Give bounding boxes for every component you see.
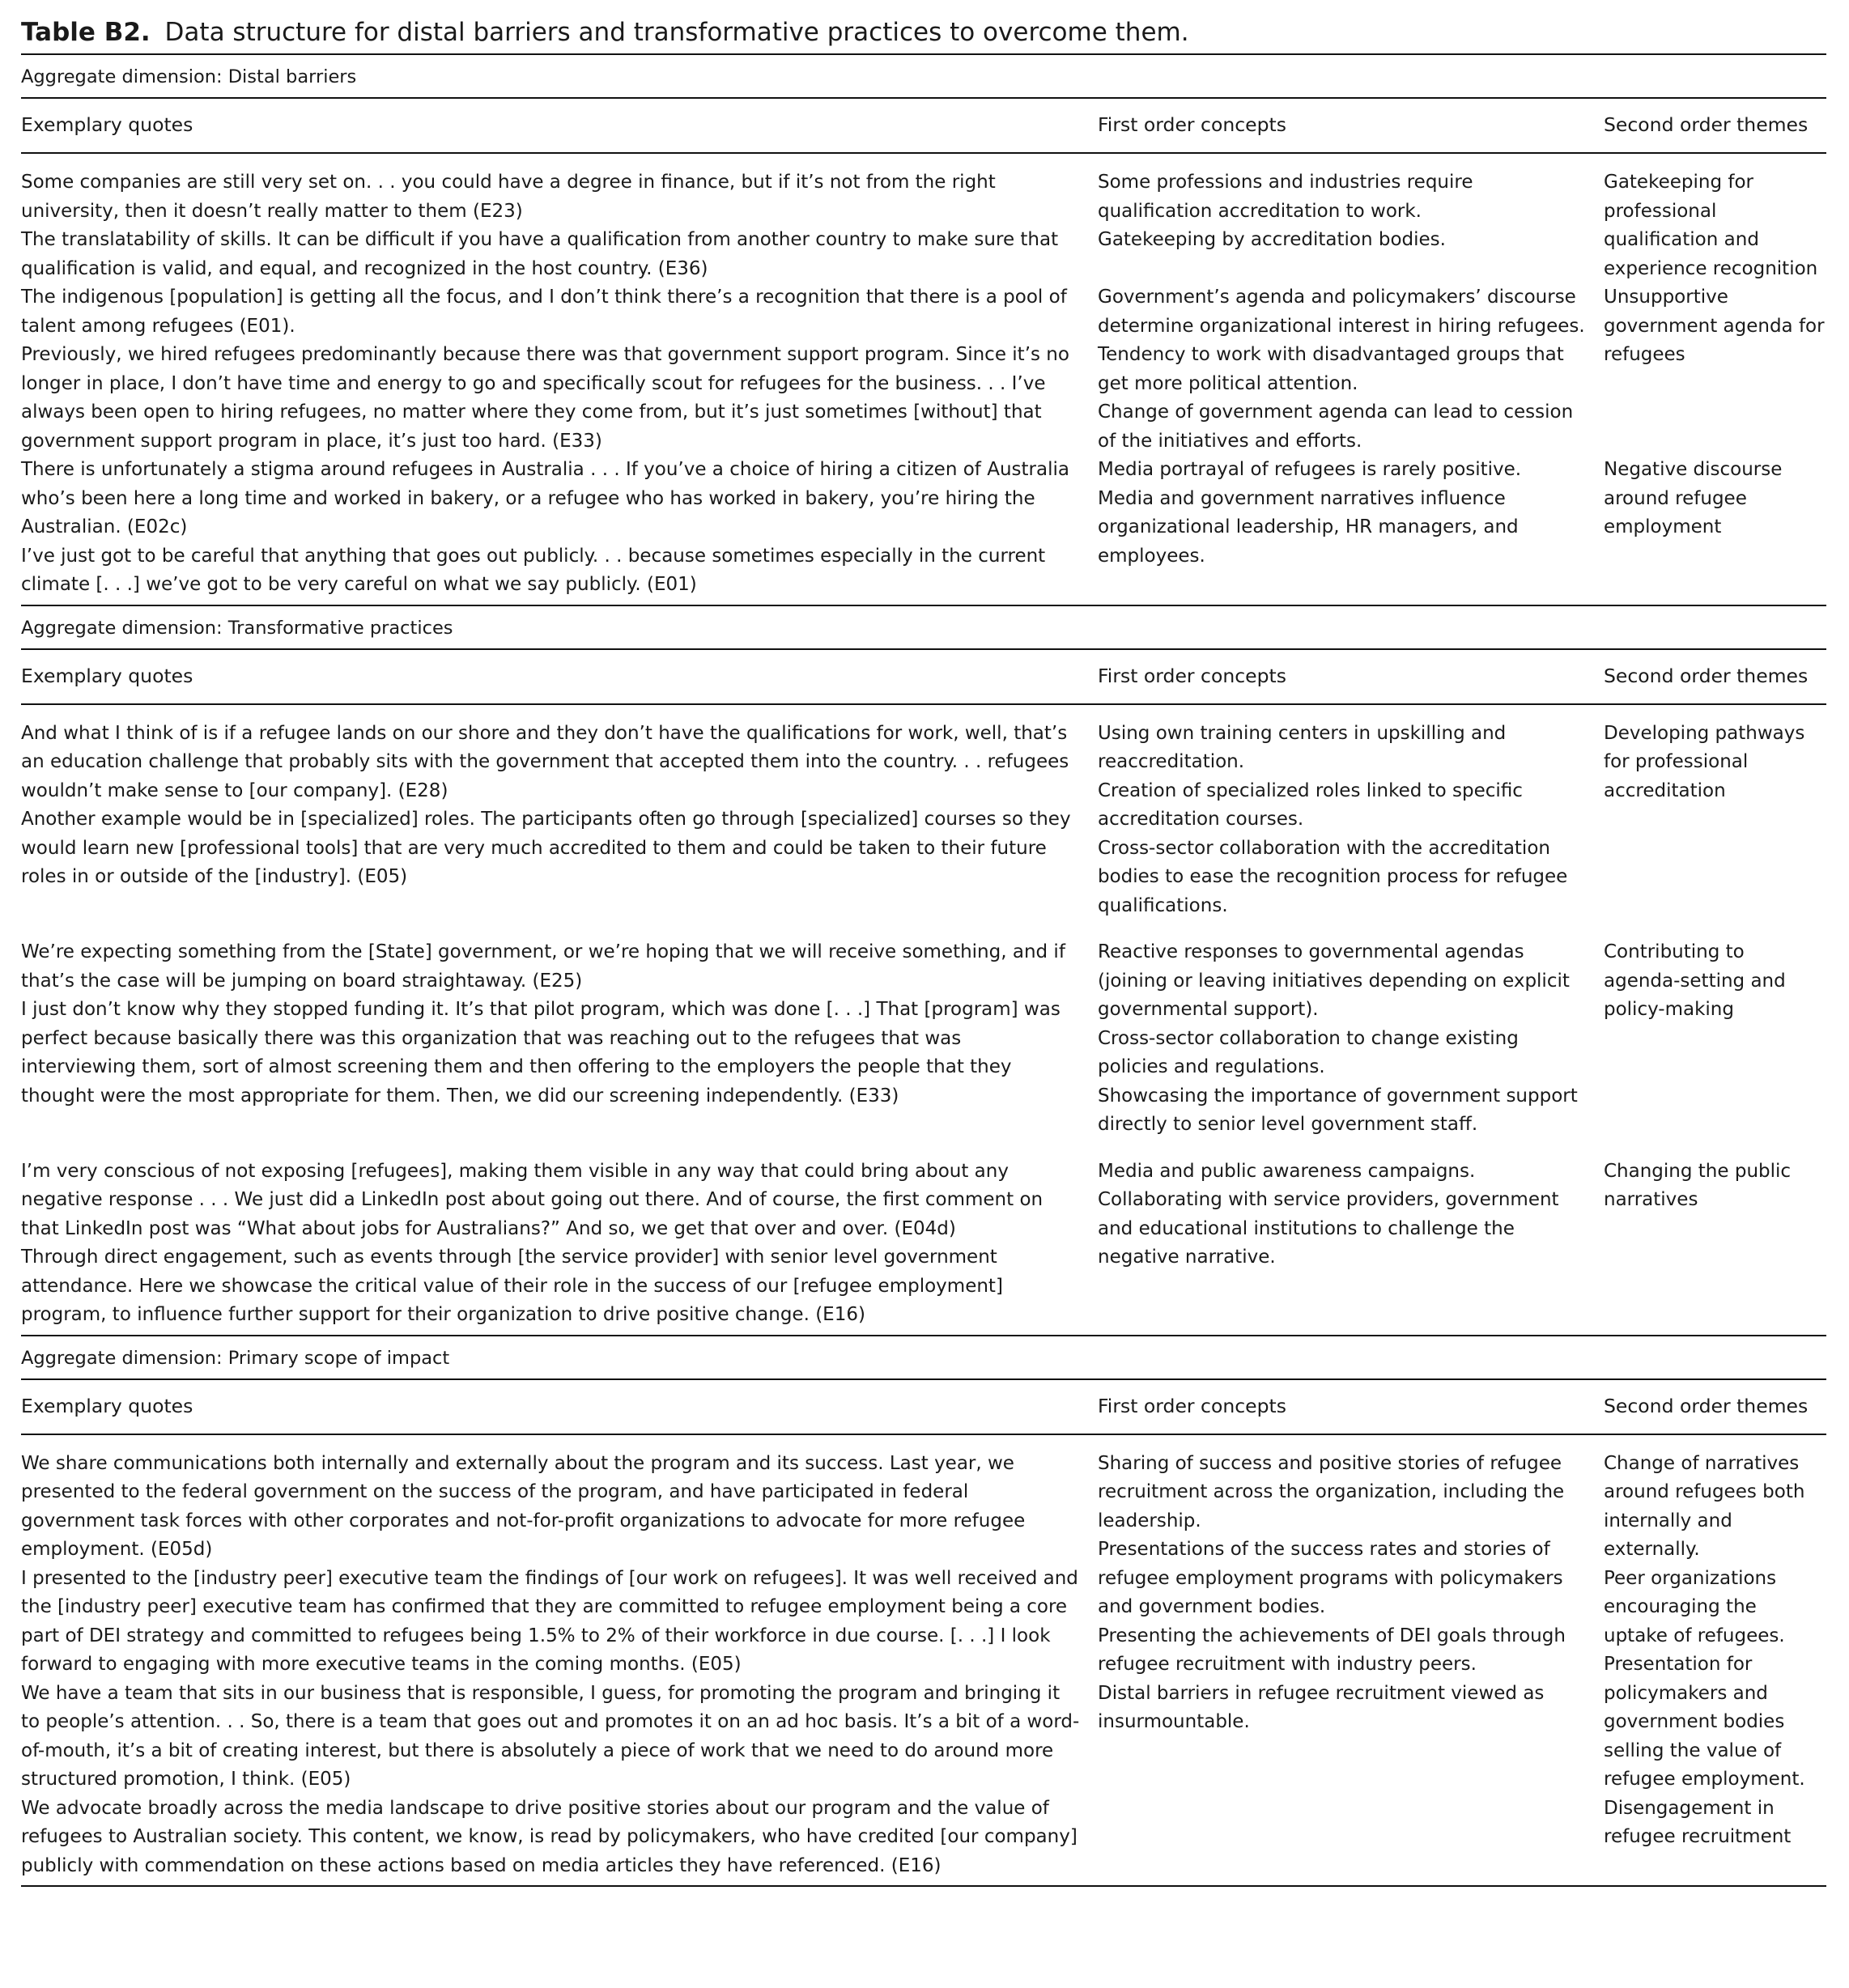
table-section <box>21 55 1826 606</box>
quotes-cell <box>21 938 1098 1140</box>
table-sections <box>21 55 1826 1887</box>
column-header-row <box>21 1380 1826 1434</box>
table-title: Data structure for distal barriers and transformative practices to overcome them. <box>164 18 1189 47</box>
first-order-cell <box>1098 456 1604 600</box>
table-row <box>21 456 1826 600</box>
quotes-cell <box>21 283 1098 456</box>
theme-text: Negative discourse around refugee employment <box>1604 459 1783 537</box>
second-order-cell <box>1604 938 1826 1140</box>
concept-text: Using own training centers in upskilling and reaccreditation. <box>1098 722 1507 772</box>
theme-text: Gatekeeping for professional qualification and experience recognition <box>1604 172 1818 279</box>
quote-text: We’re expecting something from the [State] government, or we’re hoping that we will receive something, and if that’s the case will be jumping on board straightaway. (E25) <box>21 941 1065 992</box>
quote-text: We share communications both internally and externally about the program and its success. Last year, we presented to the federal government on the success of the program, and have participated in federal government task forces with other corporates and not-for-profit organizations to advocate for more refugee employment. (E05d) <box>21 1452 1026 1560</box>
second-order-cell <box>1604 1158 1826 1330</box>
header-first-order-concepts: First order concepts <box>1098 113 1287 136</box>
quote-text: Some companies are still very set on. . . you could have a degree in finance, but if it’s not from the right university, then it doesn’t really matter to them (E23) <box>21 172 996 222</box>
table-row <box>21 720 1826 921</box>
concept-text: Showcasing the importance of government support directly to senior level government staff. <box>1098 1085 1578 1135</box>
first-order-cell <box>1098 283 1604 456</box>
header-second-order-themes: Second order themes <box>1604 113 1809 136</box>
second-order-cell <box>1604 456 1826 600</box>
column-header-row <box>21 650 1826 703</box>
first-order-cell <box>1098 938 1604 1140</box>
header-exemplary-quotes: Exemplary quotes <box>21 1394 193 1417</box>
header-exemplary-quotes: Exemplary quotes <box>21 113 193 136</box>
first-order-cell <box>1098 720 1604 921</box>
theme-text: Developing pathways for professional accreditation <box>1604 722 1805 801</box>
header-first-order-concepts: First order concepts <box>1098 1394 1287 1417</box>
aggregate-dimension: Aggregate dimension: Distal barriers <box>21 66 357 87</box>
table-row <box>21 1158 1826 1330</box>
quote-text: Previously, we hired refugees predominantly because there was that government support program. Since it’s no longer in place, I don’t have time and energy to go and specifically scout for refugees for the business. . . I’ve always been open to hiring refugees, no matter where they come from, but it’s just sometimes [without] that government support program in place, it’s just too hard. (E33) <box>21 344 1069 452</box>
section-body <box>21 154 1826 600</box>
section-body <box>21 705 1826 1330</box>
aggregate-dimension: Aggregate dimension: Primary scope of impact <box>21 1347 450 1369</box>
quote-text: Through direct engagement, such as events through [the service provider] with senior level government attendance. Here we showcase the critical value of their role in the success of our [refugee employment] program, to influence further support for their organization to drive positive change. (E16) <box>21 1247 1003 1325</box>
header-first-order-concepts: First order concepts <box>1098 664 1287 687</box>
aggregate-dimension: Aggregate dimension: Transformative practices <box>21 617 453 639</box>
header-exemplary-quotes: Exemplary quotes <box>21 664 193 687</box>
theme-text: Presentation for policymakers and government bodies selling the value of refugee employment. <box>1604 1654 1805 1790</box>
quote-text: The translatability of skills. It can be difficult if you have a qualification from another country to make sure that qualification is valid, and equal, and recognized in the host country. (E36) <box>21 229 1059 279</box>
table-row <box>21 1450 1826 1881</box>
concept-text: Cross-sector collaboration to change existing policies and regulations. <box>1098 1027 1519 1077</box>
quotes-cell <box>21 168 1098 283</box>
column-header-row <box>21 99 1826 152</box>
table-caption <box>21 11 1826 53</box>
first-order-cell <box>1098 1450 1604 1881</box>
concept-text: Change of government agenda can lead to cession of the initiatives and efforts. <box>1098 401 1574 452</box>
second-order-cell <box>1604 1450 1826 1881</box>
table-section <box>21 606 1826 1336</box>
concept-text: Sharing of success and positive stories of refugee recruitment across the organization, including the leadership. <box>1098 1452 1565 1531</box>
quote-text: Another example would be in [specialized] roles. The participants often go through [specialized] courses so they would learn new [professional tools] that are very much accredited to them and could be taken to their future roles in or outside of the [industry]. (E05) <box>21 809 1071 887</box>
concept-text: Government’s agenda and policymakers’ discourse determine organizational interest in hiring refugees. <box>1098 287 1585 337</box>
theme-text: Change of narratives around refugees both internally and externally. <box>1604 1452 1805 1560</box>
table-row <box>21 938 1826 1140</box>
theme-text: Unsupportive government agenda for refugees <box>1604 287 1825 365</box>
quotes-cell <box>21 1450 1098 1881</box>
quote-text: And what I think of is if a refugee lands on our shore and they don’t have the qualifications for work, well, that’s an education challenge that probably sits with the government that accepted them into the country. . . refugees wouldn’t make sense to [our company]. (E28) <box>21 722 1069 801</box>
quote-text: I’m very conscious of not exposing [refugees], making them visible in any way that could bring about any negative response . . . We just did a LinkedIn post about going out there. And of course, the first comment on that LinkedIn post was “What about jobs for Australians?” And so, we get that over and over. (E04d) <box>21 1160 1044 1239</box>
quotes-cell <box>21 720 1098 921</box>
second-order-cell <box>1604 283 1826 456</box>
concept-text: Tendency to work with disadvantaged groups that get more political attention. <box>1098 344 1564 394</box>
concept-text: Creation of specialized roles linked to specific accreditation courses. <box>1098 779 1523 830</box>
quote-text: I’ve just got to be careful that anything that goes out publicly. . . because sometimes especially in the current climate [. . .] we’ve got to be very careful on what we say publicly. (E01) <box>21 545 1046 595</box>
quotes-cell <box>21 1158 1098 1330</box>
theme-text: Peer organizations encouraging the uptake of refugees. <box>1604 1567 1785 1646</box>
quote-text: I presented to the [industry peer] executive team the findings of [our work on refugees]. It was well received and the [industry peer] executive team has confirmed that they are committed to refugee employment being a core part of DEI strategy and committed to refugees being 1.5% to 2% of their workforce in due course. [. . .] I look forward to engaging with more executive teams in the coming months. (E05) <box>21 1567 1078 1675</box>
theme-text: Disengagement in refugee recruitment <box>1604 1797 1792 1847</box>
concept-text: Gatekeeping by accreditation bodies. <box>1098 229 1446 250</box>
quote-text: We advocate broadly across the media landscape to drive positive stories about our program and the value of refugees to Australian society. This content, we know, is read by policymakers, who have credited [our company] publicly with commendation on these actions based on media articles they have referenced. (E16) <box>21 1797 1078 1876</box>
theme-text: Changing the public narratives <box>1604 1160 1792 1210</box>
concept-text: Collaborating with service providers, government and educational institutions to challenge the negative narrative. <box>1098 1189 1559 1268</box>
first-order-cell <box>1098 1158 1604 1330</box>
concept-text: Media and government narratives influence organizational leadership, HR managers, and employees. <box>1098 487 1519 567</box>
header-second-order-themes: Second order themes <box>1604 664 1809 687</box>
concept-text: Cross-sector collaboration with the accreditation bodies to ease the recognition process for refugee qualifications. <box>1098 837 1568 916</box>
concept-text: Distal barriers in refugee recruitment viewed as insurmountable. <box>1098 1682 1545 1732</box>
quote-text: There is unfortunately a stigma around refugees in Australia . . . If you’ve a choice of hiring a citizen of Australia who’s been here a long time and worked in bakery, or a refugee who has worked in bakery, you’re hiring the Australian. (E02c) <box>21 459 1069 537</box>
table-section <box>21 1336 1826 1888</box>
first-order-cell <box>1098 168 1604 283</box>
header-second-order-themes: Second order themes <box>1604 1394 1809 1417</box>
concept-text: Media and public awareness campaigns. <box>1098 1160 1476 1182</box>
table-row <box>21 283 1826 456</box>
theme-text: Contributing to agenda-setting and policy-making <box>1604 941 1786 1020</box>
second-order-cell <box>1604 168 1826 283</box>
concept-text: Reactive responses to governmental agendas (joining or leaving initiatives depending on explicit governmental support). <box>1098 941 1570 1020</box>
section-body <box>21 1435 1826 1881</box>
quote-text: We have a team that sits in our business that is responsible, I guess, for promoting the program and bringing it to people’s attention. . . So, there is a team that goes out and promotes it on an ad hoc basis. It’s a bit of a word-of-mouth, it’s a bit of creating interest, but there is absolutely a piece of work that we need to do around more structured promotion, I think. (E05) <box>21 1682 1080 1790</box>
quote-text: The indigenous [population] is getting all the focus, and I don’t think there’s a recognition that there is a pool of talent among refugees (E01). <box>21 287 1067 337</box>
quote-text: I just don’t know why they stopped funding it. It’s that pilot program, which was done [. . .] That [program] was perfect because basically there was this organization that was reaching out to the refugees that was interviewing them, sort of almost screening them and then offering to the employers the people that they thought were the most appropriate for them. Then, we did our screening independently. (E33) <box>21 999 1061 1107</box>
section-rule <box>21 1885 1826 1887</box>
concept-text: Media portrayal of refugees is rarely positive. <box>1098 459 1522 480</box>
table-row <box>21 168 1826 283</box>
concept-text: Some professions and industries require qualification accreditation to work. <box>1098 172 1473 222</box>
table-label: Table B2. <box>21 18 151 47</box>
concept-text: Presentations of the success rates and stories of refugee employment programs with policymakers and government bodies. <box>1098 1539 1563 1617</box>
second-order-cell <box>1604 720 1826 921</box>
table-page <box>21 11 1826 1887</box>
concept-text: Presenting the achievements of DEI goals through refugee recruitment with industry peers. <box>1098 1625 1566 1675</box>
quotes-cell <box>21 456 1098 600</box>
